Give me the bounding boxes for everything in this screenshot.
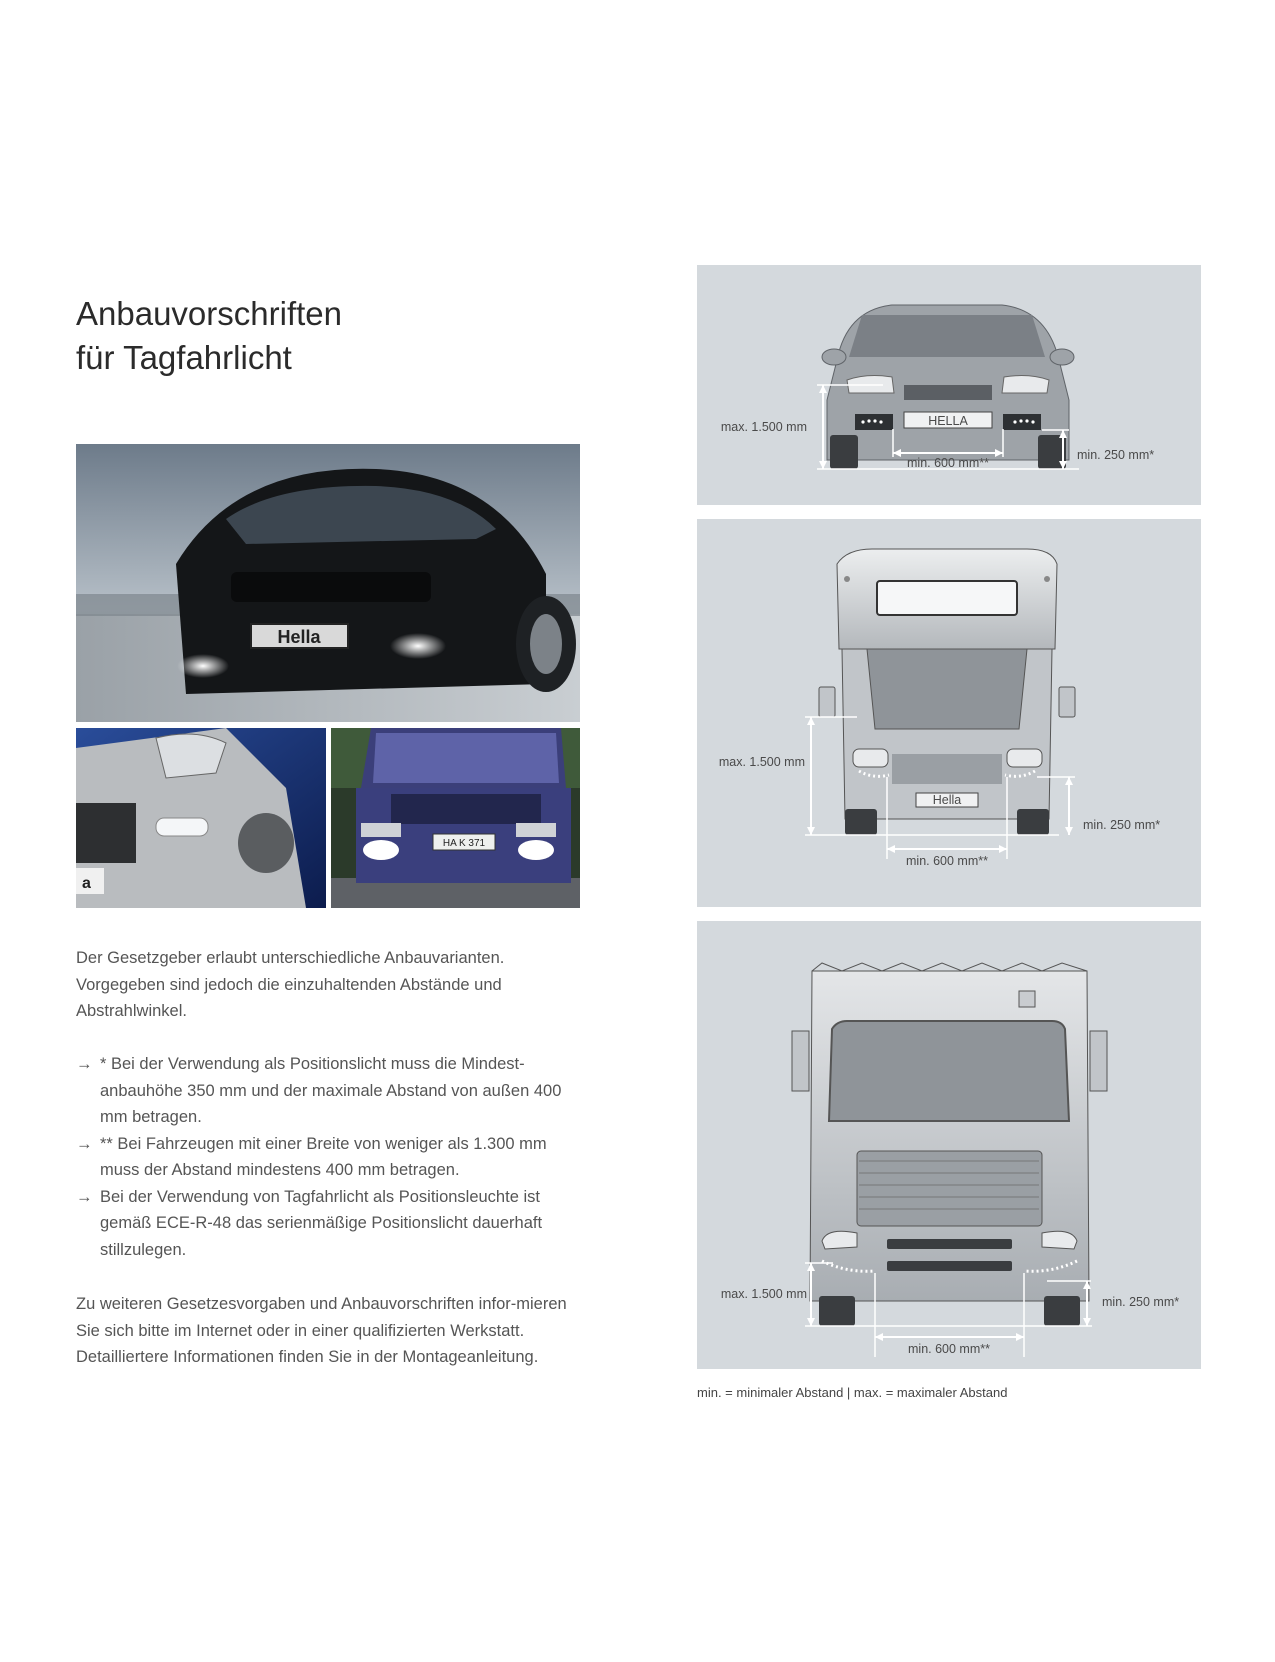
- photo-black-coupe: [76, 444, 580, 722]
- list-item-text: ** Bei Fahrzeugen mit einer Breite von weniger als 1.300 mm muss der Abstand mindestens 400 mm betragen.: [100, 1134, 547, 1179]
- camper-min-height-label: min. 250 mm*: [1083, 818, 1161, 832]
- camper-min-spacing-label: min. 600 mm**: [906, 854, 988, 868]
- diagram-camper: [697, 519, 1201, 907]
- car-min-spacing-label: min. 600 mm**: [907, 456, 989, 470]
- lorry-min-height-label: min. 250 mm*: [1102, 1295, 1180, 1309]
- page-title: [76, 292, 342, 380]
- camper-plate: Hella: [932, 793, 962, 807]
- lorry-min-spacing-label: min. 600 mm**: [908, 1342, 990, 1356]
- car-min-height-label: min. 250 mm*: [1077, 448, 1155, 462]
- lorry-max-height-label: max. 1.500 mm: [720, 1287, 807, 1301]
- diagram-car: [697, 265, 1201, 505]
- car-max-height-label: max. 1.500 mm: [720, 420, 807, 434]
- diagram-lorry: [697, 921, 1201, 1369]
- abbreviation-legend: min. = minimaler Abstand | max. = maximaler Abstand: [697, 1385, 1008, 1400]
- car-plate: HELLA: [928, 414, 968, 428]
- outro-paragraph: Zu weiteren Gesetzesvorgaben und Anbauvorschriften infor-mieren Sie sich bitte im Internet oder in einer qualifizierten Werkstatt. Detailliertere Informationen finden Sie in der Montageanleitung.: [76, 1295, 567, 1366]
- page-title-line-1: Anbauvorschriften: [76, 295, 342, 332]
- arrow-right-icon: →: [76, 1055, 93, 1073]
- photo-truck-front: [331, 728, 580, 908]
- list-item-text: * Bei der Verwendung als Positionslicht muss die Mindest-anbauhöhe 350 mm und der maximale Abstand von außen 400 mm betragen.: [100, 1055, 562, 1126]
- list-item: [76, 1131, 576, 1184]
- van-photo-plate: a: [82, 875, 91, 892]
- arrow-right-icon: →: [76, 1134, 93, 1153]
- camper-max-height-label: max. 1.500 mm: [718, 755, 805, 769]
- requirements-list: [76, 1051, 576, 1263]
- intro-paragraph: Der Gesetzgeber erlaubt unterschiedliche Anbauvarianten. Vorgegeben sind jedoch die einzuhaltenden Abstände und Abstrahlwinkel.: [76, 949, 505, 1020]
- photo-van-front: [76, 728, 326, 908]
- list-item: [76, 1051, 576, 1131]
- page-title-line-2: für Tagfahrlicht: [76, 339, 292, 376]
- truck-photo-plate: HA K 371: [442, 838, 486, 849]
- list-item: [76, 1184, 576, 1264]
- main-photo-plate: Hella: [277, 627, 321, 647]
- list-item-text: Bei der Verwendung von Tagfahrlicht als Positionsleuchte ist gemäß ECE-R-48 das serienmäßige Positionslicht dauerhaft stillzulegen.: [100, 1187, 543, 1259]
- arrow-right-icon: →: [76, 1187, 93, 1206]
